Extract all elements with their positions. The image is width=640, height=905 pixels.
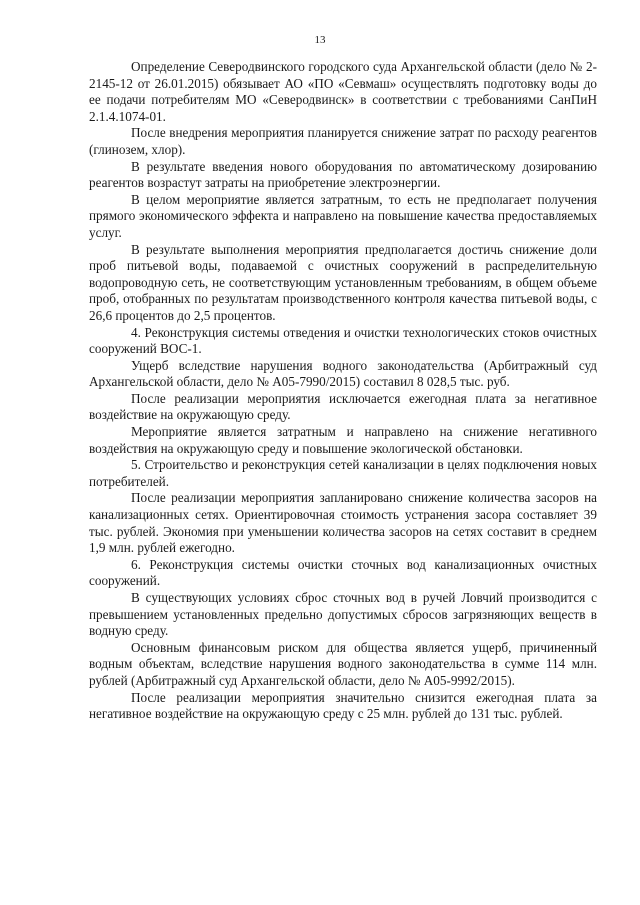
- document-body: [89, 59, 597, 723]
- paragraph-court-ruling: Определение Северодвинского городского суда Архангельской области (дело № 2-2145-12 от 26.01.2015) обязывает АО «ПО «Севмаш» осуществлять подготовку воды до ее подачи потребителям МО «Северодвинск» в соответствии с требованиями СанПиН 2.1.4.1074-01.: [89, 59, 597, 124]
- page-number: 13: [314, 34, 326, 46]
- section-heading-4: 4. Реконструкция системы отведения и очистки технологических стоков очистных сооружений ВОС-1.: [89, 324, 597, 357]
- paragraph-electricity-costs: В результате введения нового оборудования по автоматическому дозированию реагентов возрастут затраты на приобретение электроэнергии.: [89, 158, 597, 191]
- paragraph-costly-measure: В целом мероприятие является затратным, то есть не предполагает получения прямого экономического эффекта и направлено на повышение качества предоставляемых услуг.: [89, 191, 597, 240]
- section-heading-6: 6. Реконструкция системы очистки сточных вод канализационных очистных сооружений.: [89, 556, 597, 589]
- paragraph-financial-risk: Основным финансовым риском для общества является ущерб, причиненный водным объектам, вследствие нарушения водного законодательства в сумме 114 млн. рублей (Арбитражный суд Архангельской области, дело № А05-9992/2015).: [89, 639, 597, 688]
- paragraph-reagent-costs: После внедрения мероприятия планируется снижение затрат по расходу реагентов (глинозем, хлор).: [89, 125, 597, 157]
- paragraph-fee-reduction: После реализации мероприятия значительно снизится ежегодная плата за негативное воздействие на окружающую среду с 25 млн. рублей до 131 тыс. рублей.: [89, 689, 597, 722]
- paragraph-lovchiy-discharge: В существующих условиях сброс сточных вод в ручей Ловчий производится с превышением установленных предельно допустимых сбросов загрязняющих веществ в водную среду.: [89, 590, 597, 639]
- paragraph-sewer-blockages: После реализации мероприятия запланировано снижение количества засоров на канализационных сетях. Ориентировочная стоимость устранения засора составляет 39 тыс. рублей. Экономия при уменьшении количества засоров на сетях составит в среднем 1,9 млн. рублей ежегодно.: [89, 490, 597, 556]
- paragraph-environmental-impact: Мероприятие является затратным и направлено на снижение негативного воздействия на окружающую среду и повышение экологической обстановки.: [89, 424, 597, 456]
- section-heading-5: 5. Строительство и реконструкция сетей канализации в целях подключения новых потребителей.: [89, 457, 597, 489]
- paragraph-water-samples: В результате выполнения мероприятия предполагается достичь снижение доли проб питьевой воды, подаваемой с очистных сооружений в распределительную водопроводную сеть, не соответствующим установленным требованиям, в общем объеме проб, отобранных по результатам производственного контроля качества питьевой воды, с 26,6 процентов до 2,5 процентов.: [89, 241, 597, 323]
- paragraph-fee-excluded: После реализации мероприятия исключается ежегодная плата за негативное воздействие на окружающую среду.: [89, 390, 597, 423]
- paragraph-damage-7990: Ущерб вследствие нарушения водного законодательства (Арбитражный суд Архангельской области, дело № А05-7990/2015) составил 8 028,5 тыс. руб.: [89, 357, 597, 390]
